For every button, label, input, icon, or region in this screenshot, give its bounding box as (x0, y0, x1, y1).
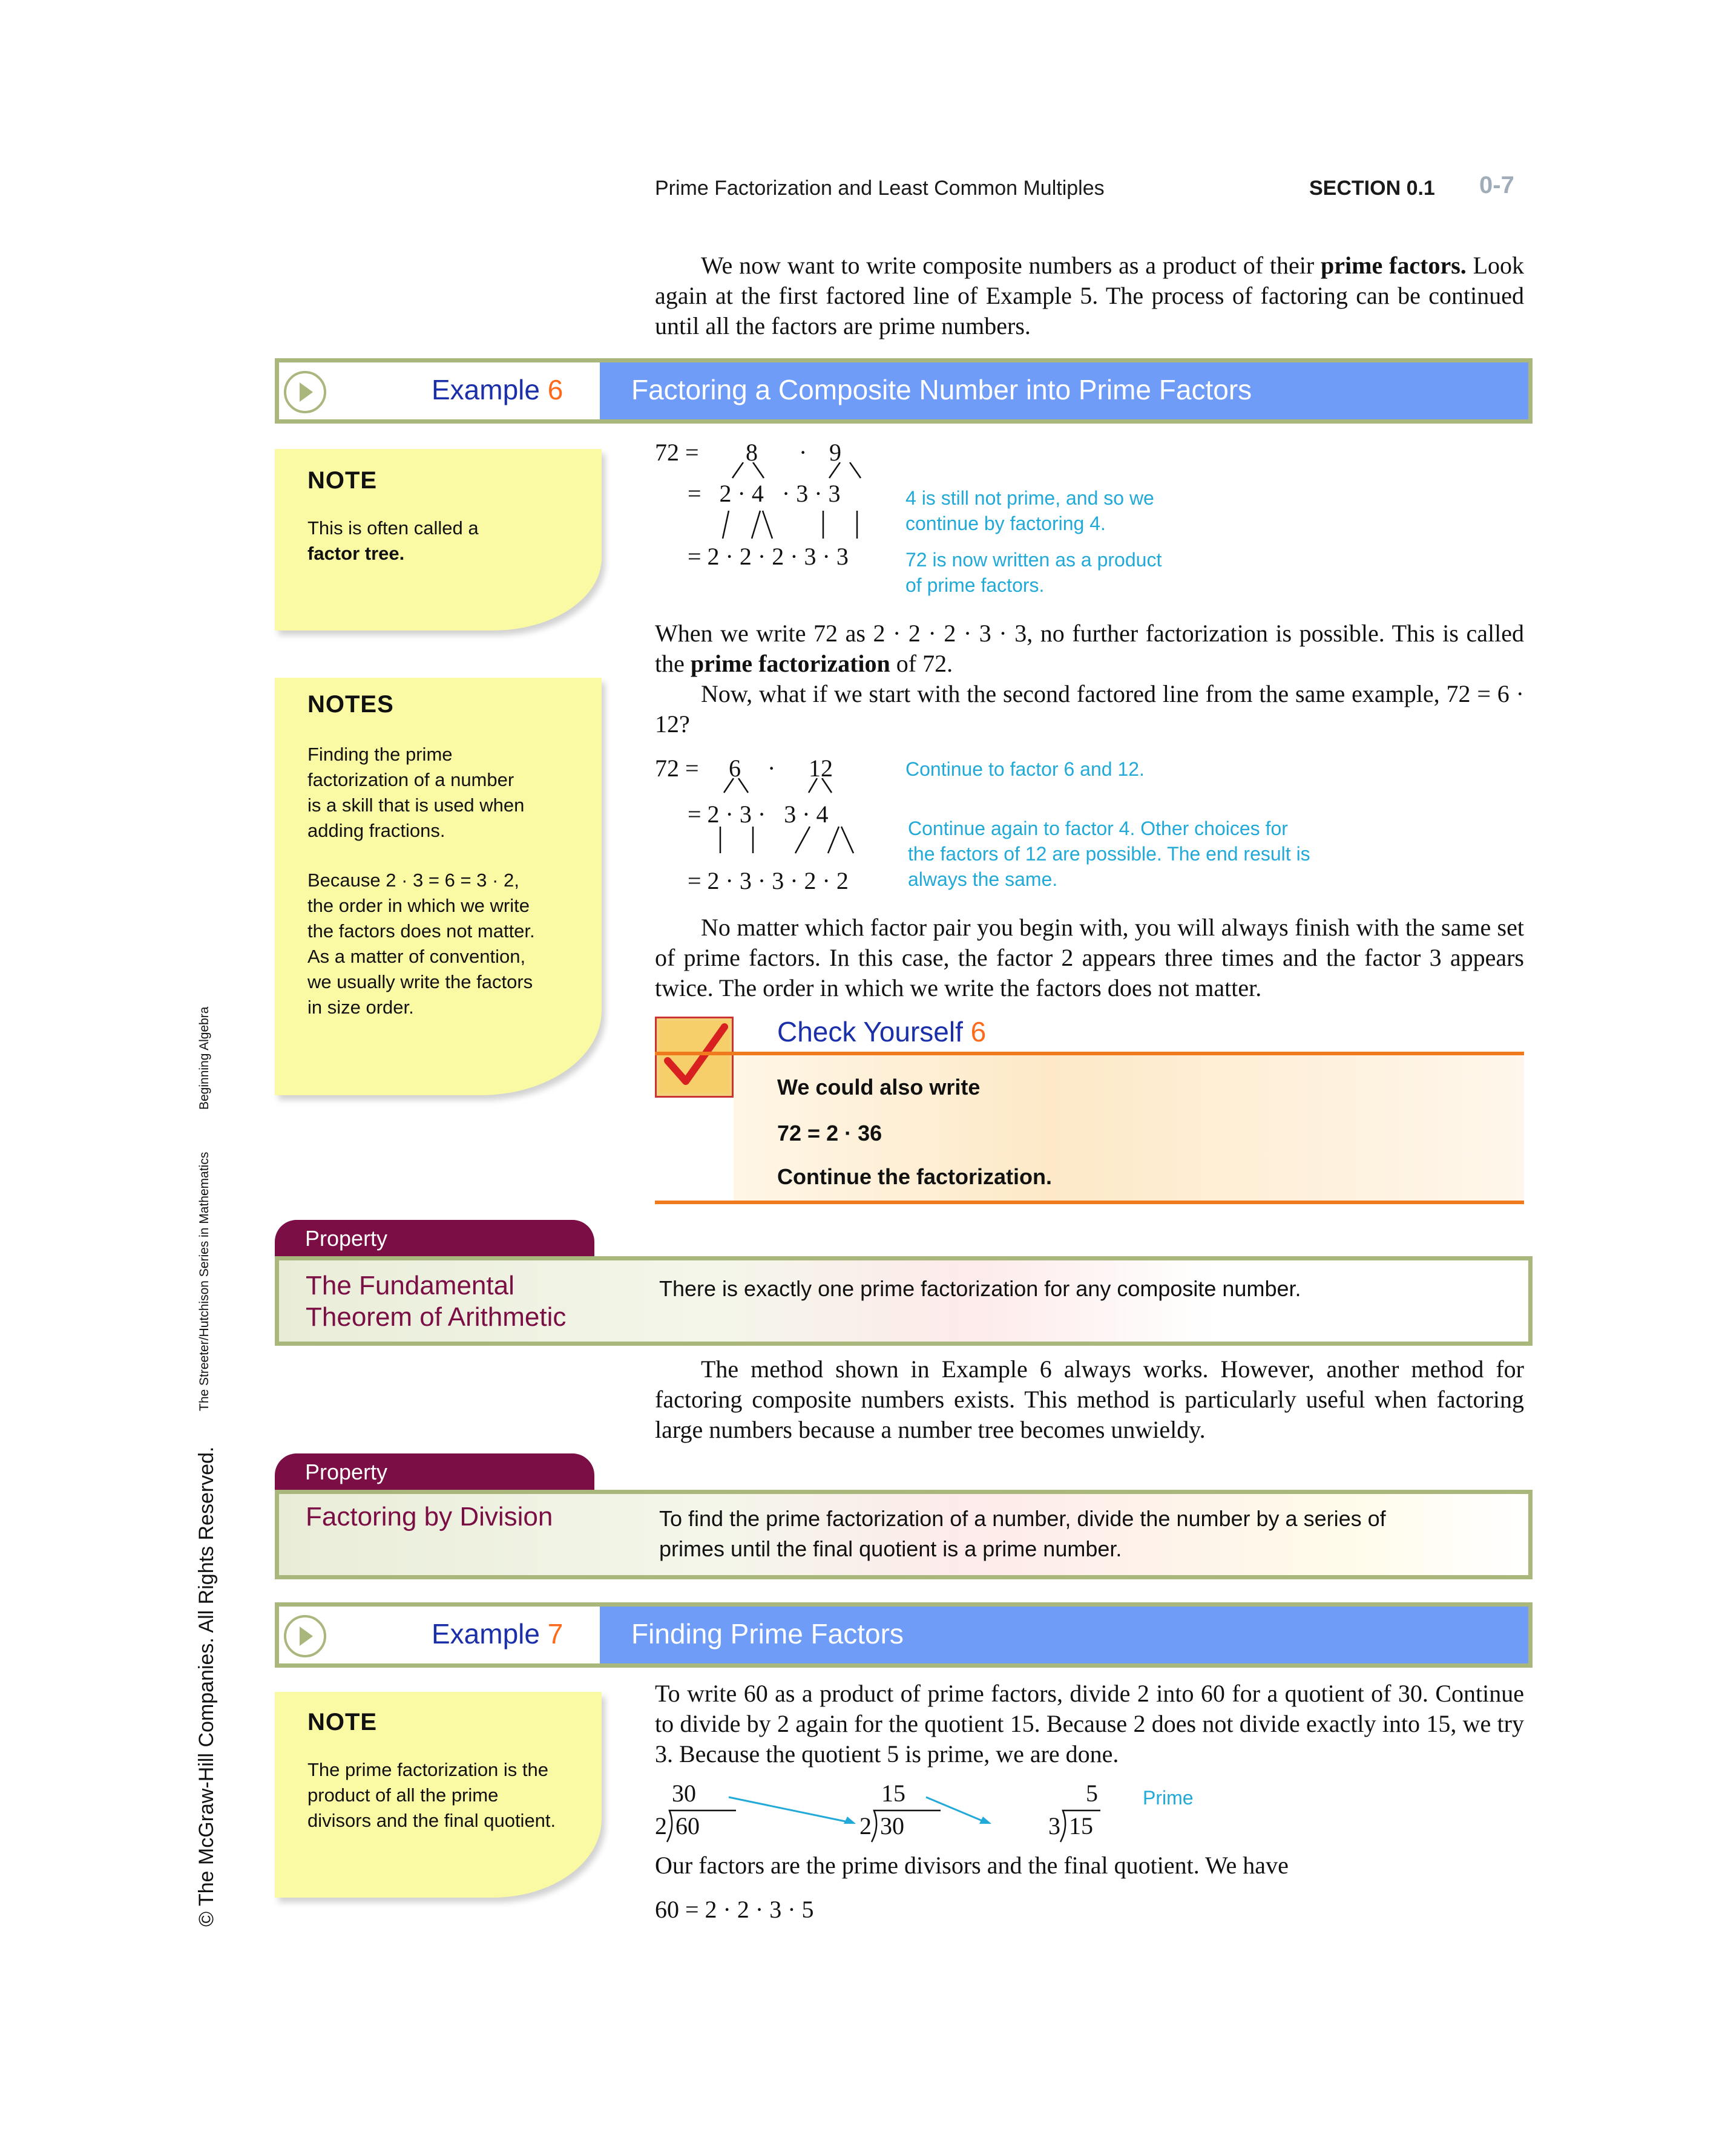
tree1-row2: = 2 · 4 · 3 · 3 (688, 480, 841, 507)
factor-pair-paragraph: No matter which factor pair you begin with, you will always finish with the same set of prime factors. In this case, the factor 2 appears three times and the factor 3 appears twice. The order in which we write the factors does not matter. (655, 914, 1524, 1001)
check-bottom-rule (655, 1201, 1524, 1204)
note-text: The prime factorization is the product of all the prime divisors and the final quotient. (307, 1759, 556, 1831)
tree2-annotation-2: Continue again to factor 4. Other choices for the factors of 12 are possible. The end result is always the same. (908, 818, 1310, 890)
running-header-chapter: Prime Factorization and Least Common Multiples (655, 177, 1105, 200)
notes-box (275, 678, 602, 1095)
quotient-15: 15 (881, 1780, 905, 1807)
tree1-row1-lhs: 72 = (655, 439, 699, 466)
divide-60-paragraph: To write 60 as a product of prime factors, divide 2 into 60 for a quotient of 30. Continue to divide by 2 again for the quotient 15. Because 2 does not divide exactly into 15, we try 3. Because the quotient 5 is prime, we are done. (655, 1680, 1524, 1768)
property-name-2: Factoring by Division (306, 1502, 553, 1532)
tree1-factor-b: 9 (829, 439, 841, 466)
divisor-3: 3 (1048, 1812, 1060, 1840)
check-yourself-title: Check Yourself 6 (777, 1016, 987, 1047)
property-text-1: There is exactly one prime factorization for any composite number. (659, 1276, 1301, 1301)
checkmark-icon (655, 1017, 734, 1098)
example-7-title-bar (600, 1607, 1528, 1663)
property-tab-2 (275, 1453, 594, 1493)
quotient-30: 30 (672, 1780, 696, 1807)
note-prime-divisors (275, 1692, 602, 1898)
property-text-2: To find the prime factorization of a number, divide the number by a series of primes until the final quotient is a prime number. (659, 1506, 1386, 1561)
dividend-15: 15 (1069, 1812, 1093, 1840)
quotient-5: 5 (1086, 1780, 1098, 1807)
dividend-30: 30 (880, 1812, 904, 1840)
divisor-2a: 2 (655, 1812, 667, 1840)
check-line-2: 72 = 2 · 36 (777, 1121, 882, 1145)
running-header-section: SECTION 0.1 (1309, 177, 1435, 200)
dividend-60: 60 (675, 1812, 700, 1840)
tree1-annotation-1: 4 is still not prime, and so we continue by factoring 4. (905, 487, 1154, 534)
property-box-2 (275, 1490, 1533, 1579)
intro-paragraph: We now want to write composite numbers as a product of their prime factors. Look again at the first factored line of Example 5. The process of factoring can be continued until all the factors are prime numbers. (655, 252, 1525, 339)
tree2-factor-a: 6 (729, 755, 741, 782)
prime-factorization-paragraph: When we write 72 as 2 · 2 · 2 · 3 · 3, no further factorization is possible. This is called the prime factorization of 72. (655, 620, 1524, 677)
tree2-annotation-1: Continue to factor 6 and 12. (905, 758, 1145, 780)
example-7-bar (275, 1602, 1533, 1668)
property-box-1 (275, 1256, 1533, 1346)
example-6-label: Example 6 (432, 374, 564, 405)
second-line-paragraph: Now, what if we start with the second factored line from the same example, 72 = 6 · 12? (655, 680, 1524, 738)
note-factor-tree (275, 449, 602, 631)
example-6-title: Factoring a Composite Number into Prime Factors (631, 374, 1252, 405)
play-icon[interactable] (284, 371, 326, 413)
example-6-bar (275, 358, 1533, 424)
check-body (734, 1055, 1524, 1201)
note-text: This is often called a factor tree. (307, 517, 479, 564)
tree1-row3: = 2 · 2 · 2 · 3 · 3 (688, 543, 849, 570)
property-name-1: The Fundamental Theorem of Arithmetic (306, 1271, 567, 1332)
notes-text: Finding the prime factorization of a number is a skill that is used when adding fractions. Because 2 · 3 = 6 = 3 · 2, the order in which we write the factors does not matter. As a matter of convention, we usually write the factors in size order. (307, 744, 535, 1018)
check-line-1: We could also write (777, 1075, 981, 1099)
tree2-dot: · (767, 755, 776, 782)
result-equation: 60 = 2 · 2 · 3 · 5 (655, 1896, 814, 1923)
sidebar-copyright: © The McGraw-Hill Companies. All Rights Reserved. (195, 1446, 218, 1927)
sidebar-series: The Streeter/Hutchison Series in Mathematics (197, 1152, 211, 1411)
tree1-annotation-2: 72 is now written as a product of prime factors. (905, 549, 1162, 596)
play-icon[interactable] (284, 1615, 326, 1657)
notes-heading: NOTES (307, 691, 394, 718)
tree2-row3: = 2 · 3 · 3 · 2 · 2 (688, 867, 849, 894)
our-factors-paragraph: Our factors are the prime divisors and the final quotient. We have (655, 1852, 1289, 1879)
tree2-factor-b: 12 (809, 755, 833, 782)
tree1-dot: · (799, 439, 807, 466)
example-7-label: Example 7 (432, 1618, 564, 1650)
note-heading: NOTE (307, 467, 378, 494)
property-tab-1 (275, 1220, 594, 1260)
sidebar-book: Beginning Algebra (197, 1006, 211, 1110)
example-7-title: Finding Prime Factors (631, 1618, 904, 1650)
page-number: 0-7 (1479, 172, 1514, 198)
tree1-factor-a: 8 (746, 439, 758, 466)
property-tab-label: Property (305, 1226, 388, 1251)
property-tab-label: Property (305, 1460, 388, 1484)
tree2-row1-lhs: 72 = (655, 755, 699, 782)
prime-label: Prime (1143, 1787, 1194, 1809)
example-6-title-bar (600, 362, 1528, 419)
divisor-2b: 2 (859, 1812, 872, 1840)
tree2-row2: = 2 · 3 · 3 · 4 (688, 801, 829, 828)
division-method-paragraph: The method shown in Example 6 always works. However, another method for factoring composite numbers exists. This method is particularly useful when factoring large numbers because a number tree becomes unwieldy. (655, 1355, 1524, 1443)
check-line-3: Continue the factorization. (777, 1164, 1052, 1189)
division-arrows (720, 1789, 1120, 1837)
note-heading: NOTE (307, 1709, 378, 1735)
